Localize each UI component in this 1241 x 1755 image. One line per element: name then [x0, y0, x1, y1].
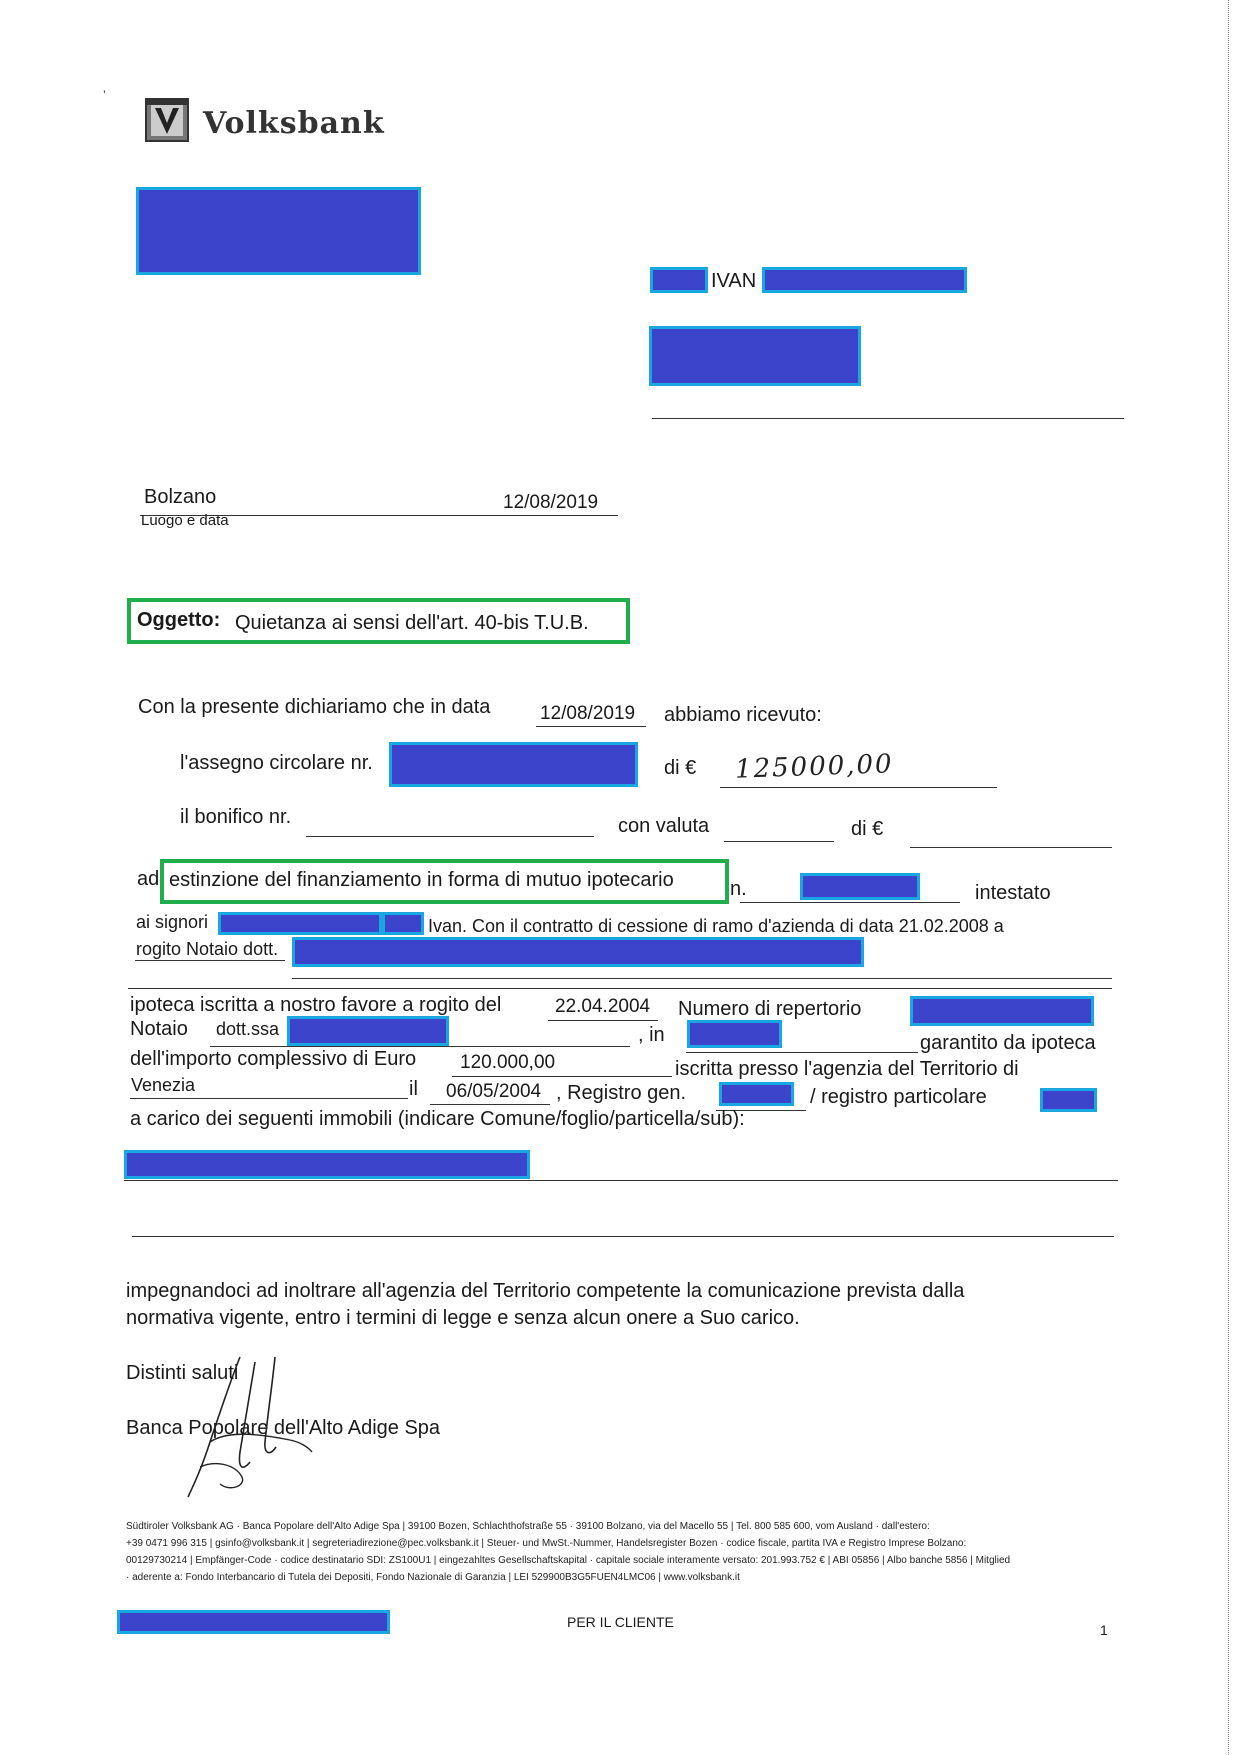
- notaio-line: [210, 1046, 630, 1047]
- redacted-registro-gen: [719, 1082, 794, 1106]
- registro-gen-label: , Registro gen.: [556, 1082, 687, 1104]
- intro-date-line: [536, 726, 646, 727]
- bonifico-number-line: [306, 836, 594, 837]
- letter-date: 12/08/2019: [503, 492, 599, 513]
- redacted-signori-name-2: [382, 912, 424, 935]
- redacted-footer-reference: [117, 1610, 390, 1634]
- footer-legal-line-3: 00129730214 | Empfänger-Code · codice destinatario SDI: ZS100U1 | eingezahltes Gesellschaftskapital · capitale sociale interamente versato: 201.993.752 € | ABI 05856 | Albo banche 5856 | Mitglied: [126, 1555, 1011, 1566]
- agenzia-city-line: [130, 1098, 408, 1099]
- footer-legal-line-2: +39 0471 996 315 | gsinfo@volksbank.it | segreteriadirezione@pec.volksbank.it | Steuer- und MwSt.-Nummer, Handelsregister Bozen · codice fiscale, partita IVA e Registro Imprese Bolzano:: [126, 1538, 967, 1549]
- con-valuta-label: con valuta: [618, 815, 710, 837]
- rogito-label-underline: [135, 960, 285, 961]
- impegno-line-2: normativa vigente, entro i termini di legge e senza alcun onere a Suo carico.: [126, 1307, 800, 1329]
- ipoteca-prefix: ipoteca iscritta a nostro favore a rogito del: [130, 994, 502, 1016]
- brand-name: Volksbank: [203, 106, 385, 141]
- intro-prefix: Con la presente dichiariamo che in data: [138, 696, 491, 718]
- per-il-cliente: PER IL CLIENTE: [567, 1614, 674, 1630]
- registro-date-line: [430, 1104, 550, 1105]
- scan-edge-line: [1228, 0, 1229, 1755]
- assegno-di-euro: di €: [664, 757, 697, 779]
- scan-mark: ’: [103, 88, 106, 102]
- signori-suffix: Ivan. Con il contratto di cessione di ramo d'azienda di data 21.02.2008 a: [428, 916, 1004, 936]
- notaio-city-line: [686, 1052, 918, 1053]
- assegno-amount-line: [720, 787, 997, 788]
- closing-greeting: Distinti saluti: [126, 1362, 239, 1384]
- redacted-sender-block: [136, 187, 421, 275]
- rogito-line: [292, 978, 1112, 979]
- valuta-line: [724, 841, 834, 842]
- subject-text: Quietanza ai sensi dell'art. 40-bis T.U.B.: [235, 612, 589, 634]
- place: Bolzano: [144, 486, 217, 508]
- mutuo-number-line: [740, 902, 960, 903]
- volksbank-v-logo-icon: [145, 98, 189, 142]
- bonifico-label: il bonifico nr.: [180, 806, 292, 828]
- registro-date: 06/05/2004: [446, 1081, 542, 1102]
- intro-suffix: abbiamo ricevuto:: [664, 704, 822, 726]
- footer-legal-line-4: · aderente a: Fondo Interbancario di Tutela dei Depositi, Fondo Nazionale di Garanzia | LEI 529900B3G5FUEN4LMC06 | www.volksbank.it: [126, 1572, 740, 1583]
- recipient-name: IVAN: [711, 270, 757, 292]
- estinzione-prefix: ad: [137, 868, 160, 890]
- impegno-line-1: impegnandoci ad inoltrare all'agenzia del Territorio competente la comunicazione prevista dalla: [126, 1280, 965, 1302]
- importo-line: [452, 1076, 672, 1077]
- redacted-mutuo-number: [800, 873, 920, 900]
- redacted-notaio-name: [287, 1016, 449, 1046]
- redacted-recipient-address: [649, 326, 861, 386]
- agenzia-city: Venezia: [131, 1075, 196, 1095]
- bonifico-di-euro: di €: [851, 818, 884, 840]
- ipoteca-date-line: [548, 1020, 658, 1021]
- assegno-label: l'assegno circolare nr.: [180, 752, 373, 774]
- redacted-registro-particolare: [1040, 1088, 1097, 1112]
- il-label: il: [409, 1078, 418, 1100]
- repertorio-label: Numero di repertorio: [678, 998, 862, 1020]
- notaio-title: dott.ssa: [216, 1019, 280, 1039]
- iscritta-presso: iscritta presso l'agenzia del Territorio di: [675, 1058, 1019, 1080]
- in-label: , in: [638, 1024, 665, 1046]
- redacted-signori-name-1: [218, 912, 382, 935]
- immobili-label: a carico dei seguenti immobili (indicare Comune/foglio/particella/sub):: [130, 1108, 745, 1130]
- immobili-line-2: [132, 1236, 1114, 1237]
- redacted-repertorio: [910, 996, 1094, 1026]
- volksbank-logo: [145, 98, 189, 142]
- page-number: 1: [1100, 1622, 1108, 1638]
- importo-value: 120.000,00: [460, 1052, 556, 1073]
- registro-particolare-label: / registro particolare: [810, 1086, 987, 1108]
- rogito-label: rogito Notaio dott.: [136, 939, 279, 959]
- intro-date: 12/08/2019: [540, 703, 636, 724]
- garantito-label: garantito da ipoteca: [920, 1032, 1096, 1054]
- ipoteca-top-line: [128, 988, 1112, 989]
- notaio-label: Notaio: [130, 1018, 188, 1040]
- closing-bank-name: Banca Popolare dell'Alto Adige Spa: [126, 1417, 441, 1439]
- redacted-assegno-number: [389, 742, 638, 787]
- subject-label: Oggetto:: [137, 609, 221, 631]
- redacted-recipient-surname: [762, 267, 967, 293]
- recipient-underline: [652, 418, 1124, 419]
- redacted-rogito-notaio: [292, 937, 864, 967]
- signori-label: ai signori: [136, 912, 209, 932]
- ipoteca-date: 22.04.2004: [555, 996, 651, 1017]
- estinzione-text: estinzione del finanziamento in forma di mutuo ipotecario: [169, 869, 674, 891]
- assegno-amount-handwritten: 125000,00: [734, 749, 895, 785]
- place-date-label: Luogo e data: [141, 512, 229, 529]
- immobili-line-1: [124, 1180, 1118, 1181]
- intestato-label: intestato: [975, 882, 1051, 904]
- redacted-immobili: [124, 1150, 530, 1179]
- mutuo-n-label: n.: [730, 878, 747, 900]
- redacted-notaio-city: [687, 1020, 782, 1048]
- handwritten-signature: [180, 1352, 320, 1502]
- redacted-recipient-title: [650, 267, 708, 293]
- bonifico-amount-line: [910, 847, 1112, 848]
- footer-legal-line-1: Südtiroler Volksbank AG · Banca Popolare dell'Alto Adige Spa | 39100 Bozen, Schlachthofstraße 55 · 39100 Bolzano, via del Macello 55 | Tel. 800 585 600, vom Ausland · dall'estero:: [126, 1521, 930, 1532]
- importo-label: dell'importo complessivo di Euro: [130, 1048, 417, 1070]
